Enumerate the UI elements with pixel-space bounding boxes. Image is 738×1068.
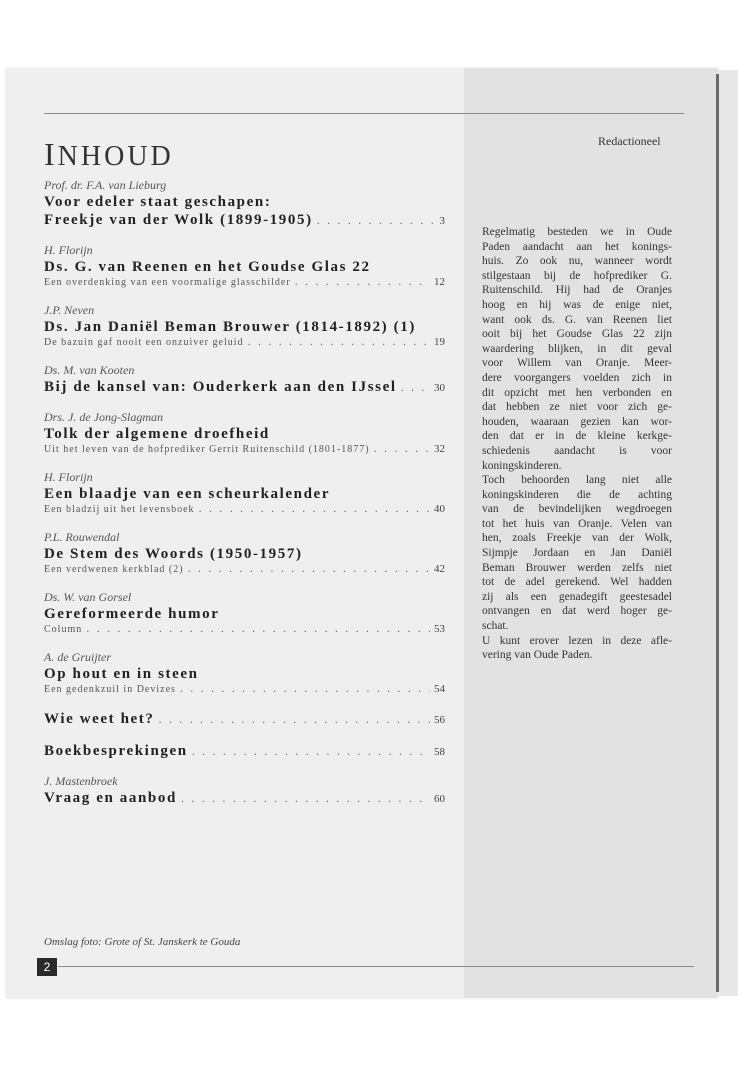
toc-entry [44, 178, 445, 229]
dot-leader [86, 624, 430, 635]
editorial-line: hoog en hij was de enige niet, [482, 298, 672, 311]
table-of-contents [44, 178, 445, 821]
toc-title: Boekbesprekingen [44, 743, 188, 759]
title-initial: I [44, 136, 58, 172]
editorial-line: Regelmatig besteden we in Oude [482, 226, 672, 238]
top-rule [44, 113, 684, 114]
toc-author: J.P. Neven [44, 303, 95, 317]
toc-subtitle-line [44, 336, 445, 349]
toc-page-number: 53 [434, 623, 445, 635]
toc-page-number: 58 [434, 746, 445, 758]
toc-page-number: 3 [439, 215, 445, 227]
toc-subtitle: Een verdwenen kerkblad (2) [44, 564, 184, 575]
editorial-line: want ook ds. G. van Reenen liet [482, 313, 672, 326]
editorial-line: huis. Zo ook nu, wanneer wordt [482, 255, 672, 268]
toc-page-number: 42 [434, 563, 445, 575]
dot-leader [180, 684, 430, 695]
toc-subtitle-line [44, 443, 445, 456]
toc-title-line [44, 742, 445, 760]
toc-title-line [44, 665, 445, 683]
page-title [44, 136, 174, 173]
editorial-line: tot het huis van Oranje. Velen van [482, 517, 672, 530]
toc-page-number: 40 [434, 503, 445, 515]
cover-photo-caption: Omslag foto: Grote of St. Janskerk te Gouda [44, 936, 241, 948]
toc-entry [44, 303, 445, 349]
dot-leader [248, 337, 431, 348]
toc-entry [44, 470, 445, 516]
editorial-line: den dat er in de kleine kerkge- [482, 430, 672, 443]
editorial-line: dit opzicht met hen verbonden en [482, 386, 672, 399]
toc-title-line [44, 789, 445, 807]
toc-title-line [44, 485, 445, 503]
toc-subtitle-line [44, 503, 445, 516]
toc-title-line [44, 605, 445, 623]
toc-title-line [44, 545, 445, 563]
toc-title: Freekje van der Wolk (1899-1905) [44, 212, 313, 228]
toc-author: Ds. M. van Kooten [44, 363, 135, 377]
title-rest: NHOUD [57, 141, 174, 172]
editorial-line: schat. [482, 620, 509, 633]
editorial-line: waardering blijken, in dit geval [482, 342, 672, 355]
toc-author: P.L. Rouwendal [44, 530, 120, 544]
toc-title: Gereformeerde humor [44, 606, 220, 622]
editorial-line: dat hebben ze niet voor zich ge- [482, 401, 672, 414]
editorial-line: vering van Oude Paden. [482, 649, 593, 662]
editorial-line: zij als een genadegift geestesadel [482, 590, 672, 603]
editorial-line: hen, zoals Freekje van der Wolk, [482, 532, 672, 545]
dot-leader [317, 216, 436, 227]
dot-leader [181, 794, 430, 805]
toc-title: Bij de kansel van: Ouderkerk aan den IJssel [44, 379, 397, 395]
dot-leader [192, 747, 430, 758]
bottom-rule [58, 966, 694, 967]
toc-page-number: 56 [434, 714, 445, 726]
toc-title-line [44, 378, 445, 396]
dot-leader [199, 504, 430, 515]
toc-entry [44, 590, 445, 636]
editorial-line: stilgestaan bij de hofprediker G. [482, 269, 672, 282]
editorial-line: tot de adel gerekend. Wel hadden [482, 576, 672, 589]
editorial-line: Toch behoorden lang niet alle [482, 474, 672, 487]
toc-subtitle: Een bladzij uit het levensboek [44, 504, 195, 515]
toc-entry [44, 650, 445, 696]
dot-leader [374, 444, 430, 455]
toc-entry [44, 742, 445, 760]
toc-subtitle: Een gedenkzuil in Devizes [44, 684, 176, 695]
dot-leader [188, 564, 430, 575]
dot-leader [295, 277, 430, 288]
toc-title: Voor edeler staat geschapen: [44, 194, 272, 210]
editorial-line: Beman Brouwer werden zelfs niet [482, 561, 672, 574]
toc-author: Drs. J. de Jong-Slagman [44, 410, 163, 424]
dot-leader [401, 383, 430, 394]
toc-entry [44, 710, 445, 728]
toc-author: H. Florijn [44, 243, 93, 257]
toc-author: Prof. dr. F.A. van Lieburg [44, 178, 167, 192]
editorial-line: van de bevindelijken wegdroegen [482, 503, 672, 516]
editorial-line: koningskinderen. [482, 459, 562, 472]
toc-entry [44, 530, 445, 576]
editorial-line: ontvangen en dat werd hoger ge- [482, 605, 672, 618]
toc-title: Vraag en aanbod [44, 790, 177, 806]
toc-title: Tolk der algemene droefheid [44, 426, 270, 442]
toc-subtitle: De bazuin gaf nooit een onzuiver geluid [44, 337, 244, 348]
toc-entry [44, 410, 445, 456]
toc-title-line [44, 211, 445, 229]
editorial-line: schiedenis aandacht is voor [482, 444, 672, 457]
editorial-line: Sijmpje Jordaan en Jan Daniël [482, 547, 672, 560]
toc-title: Ds. Jan Daniël Beman Brouwer (1814-1892) (1) [44, 319, 416, 335]
toc-title: Op hout en in steen [44, 666, 199, 682]
toc-author: A. de Gruijter [44, 650, 111, 664]
page-number-badge: 2 [37, 958, 57, 976]
toc-title: Wie weet het? [44, 711, 155, 727]
editorial-text [482, 225, 672, 663]
toc-entry [44, 774, 445, 807]
toc-subtitle-line [44, 276, 445, 289]
toc-page-number: 32 [434, 443, 445, 455]
dot-leader [159, 715, 431, 726]
toc-author: Ds. W. van Gorsel [44, 590, 132, 604]
toc-page-number: 19 [434, 336, 445, 348]
toc-title: Ds. G. van Reenen en het Goudse Glas 22 [44, 259, 371, 275]
toc-title: De Stem des Woords (1950-1957) [44, 546, 303, 562]
toc-subtitle-line [44, 683, 445, 696]
toc-page-number: 60 [434, 793, 445, 805]
toc-title-line [44, 258, 445, 276]
toc-entry [44, 243, 445, 289]
toc-title-line [44, 193, 445, 211]
section-label: Redactioneel [598, 134, 661, 148]
editorial-line: U kunt erover lezen in deze afle- [482, 634, 672, 647]
toc-subtitle-line [44, 623, 445, 636]
toc-author: H. Florijn [44, 470, 93, 484]
toc-title-line [44, 425, 445, 443]
toc-subtitle: Uit het leven van de hofprediker Gerrit Ruitenschild (1801-1877) [44, 444, 370, 455]
editorial-line: houden, waaraan gezien kan wor- [482, 415, 672, 428]
toc-subtitle-line [44, 563, 445, 576]
editorial-line: ooit bij het Goudse Glas 22 zijn [482, 328, 672, 341]
toc-title-line [44, 710, 445, 728]
editorial-line: voor Willem van Oranje. Meer- [482, 357, 672, 370]
toc-page-number: 54 [434, 683, 445, 695]
toc-entry [44, 363, 445, 396]
toc-subtitle: Een overdenking van een voormalige glasschilder [44, 277, 291, 288]
toc-author: J. Mastenbroek [44, 774, 118, 788]
next-page-edge [719, 70, 738, 996]
editorial-line: Ruitenschild. Hij had de Oranjes [482, 284, 672, 297]
toc-title-line [44, 318, 445, 336]
toc-subtitle: Column [44, 624, 83, 635]
editorial-line: koningskinderen die de achting [482, 488, 672, 501]
toc-page-number: 30 [434, 382, 445, 394]
editorial-line: dere voorgangers voelden zich in [482, 371, 672, 384]
toc-title: Een blaadje van een scheurkalender [44, 486, 331, 502]
toc-page-number: 12 [434, 276, 445, 288]
editorial-line: Paden aandacht aan het konings- [482, 240, 672, 253]
